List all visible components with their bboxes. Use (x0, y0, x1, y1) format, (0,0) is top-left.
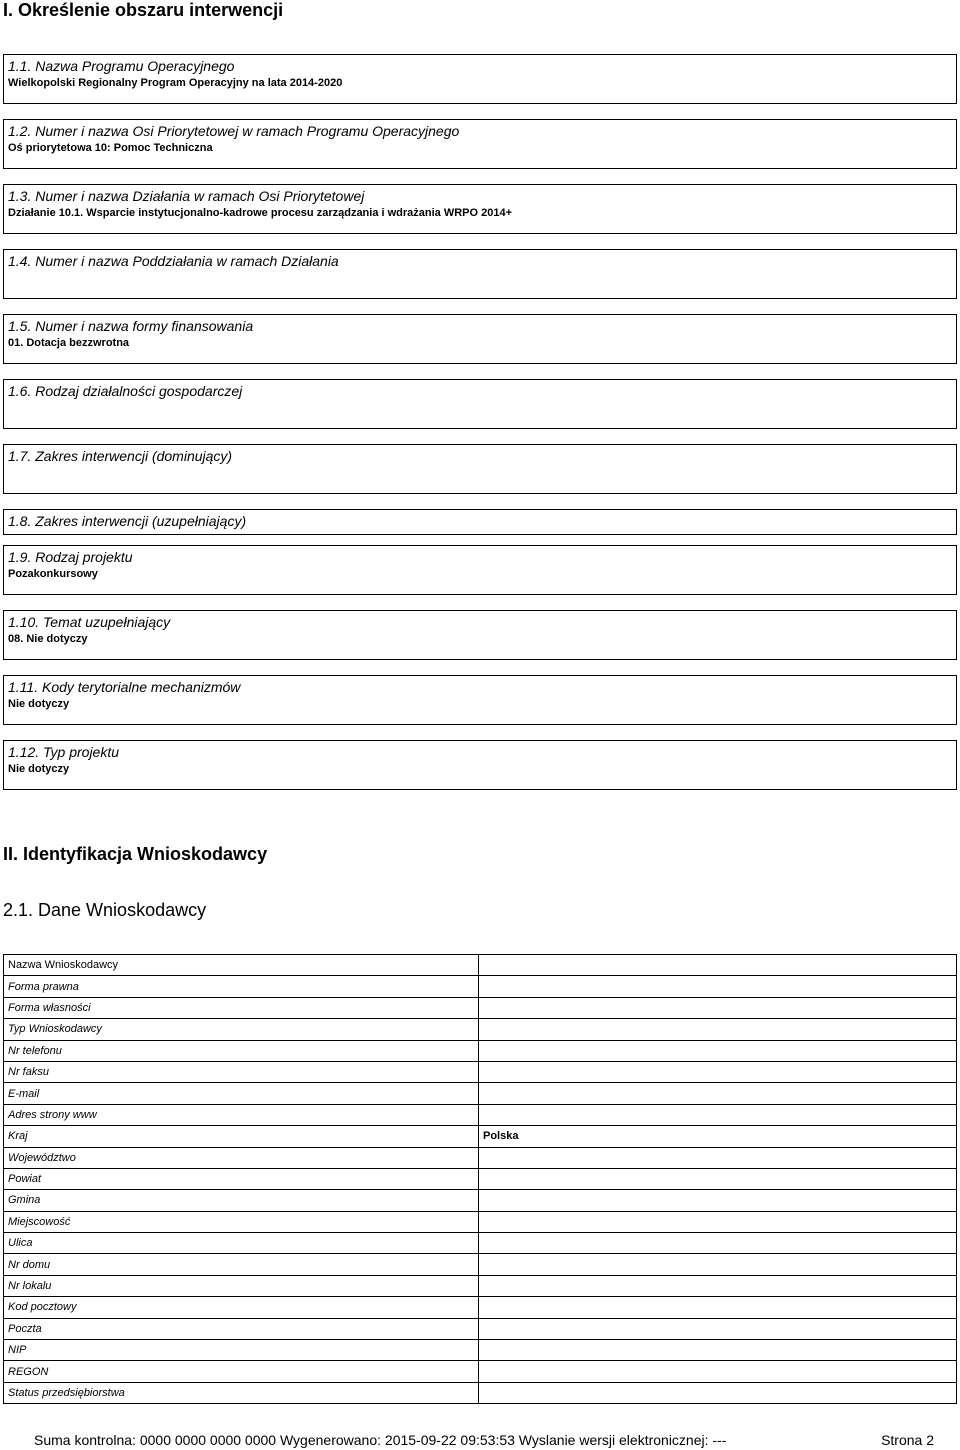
field-label: 1.6. Rodzaj działalności gospodarczej (8, 383, 243, 399)
row-label: Typ Wnioskodawcy (4, 1019, 479, 1040)
row-value (479, 1211, 957, 1232)
table-row (4, 1168, 957, 1189)
field-label: 1.5. Numer i nazwa formy finansowania (8, 318, 254, 334)
row-label: Kod pocztowy (4, 1297, 479, 1318)
row-value (479, 1083, 957, 1104)
row-value (479, 1382, 957, 1403)
table-row (4, 1104, 957, 1125)
row-label: Nr lokalu (4, 1275, 479, 1296)
table-row (4, 1340, 957, 1361)
row-label: NIP (4, 1340, 479, 1361)
row-value (479, 1104, 957, 1125)
row-value (479, 1061, 957, 1082)
field-label: 1.7. Zakres interwencji (dominujący) (8, 448, 233, 464)
field-label: 1.3. Numer i nazwa Działania w ramach Osi Priorytetowej (8, 188, 365, 204)
table-row (4, 955, 957, 976)
row-label: Forma prawna (4, 976, 479, 997)
row-label: Kraj (4, 1126, 479, 1147)
field-value: Pozakonkursowy (8, 568, 98, 580)
applicant-data-table (3, 954, 957, 1404)
field-label: 1.4. Numer i nazwa Poddziałania w ramach Działania (8, 253, 339, 269)
field-label: 1.2. Numer i nazwa Osi Priorytetowej w ramach Programu Operacyjnego (8, 123, 460, 139)
table-row (4, 1019, 957, 1040)
field-action (3, 184, 957, 234)
table-row (4, 1147, 957, 1168)
field-intervention-dominant (3, 444, 957, 494)
table-row (4, 1190, 957, 1211)
field-financing-form (3, 314, 957, 364)
table-row (4, 1361, 957, 1382)
row-value (479, 1147, 957, 1168)
row-value (479, 1233, 957, 1254)
row-value (479, 1297, 957, 1318)
table-row (4, 1211, 957, 1232)
row-label: Forma własności (4, 997, 479, 1018)
field-priority-axis (3, 119, 957, 169)
row-value (479, 1318, 957, 1339)
row-value (479, 997, 957, 1018)
row-value (479, 955, 957, 976)
table-row (4, 1382, 957, 1403)
row-value (479, 976, 957, 997)
table-row (4, 1061, 957, 1082)
row-label: Powiat (4, 1168, 479, 1189)
field-value: Działanie 10.1. Wsparcie instytucjonalno-kadrowe procesu zarządzania i wdrażania WRPO 2014+ (8, 207, 513, 219)
section-2-subtitle: 2.1. Dane Wnioskodawcy (3, 900, 207, 920)
row-label: Województwo (4, 1147, 479, 1168)
field-value: Oś priorytetowa 10: Pomoc Techniczna (8, 142, 213, 154)
field-territorial-codes (3, 675, 957, 725)
field-project-kind (3, 545, 957, 595)
field-label: 1.12. Typ projektu (8, 744, 120, 760)
row-value: Polska (479, 1126, 957, 1147)
row-label: Poczta (4, 1318, 479, 1339)
section-1-title: I. Określenie obszaru interwencji (3, 0, 284, 20)
field-value: Wielkopolski Regionalny Program Operacyjny na lata 2014-2020 (8, 77, 343, 89)
table-row (4, 1318, 957, 1339)
row-label: Gmina (4, 1190, 479, 1211)
row-label: E-mail (4, 1083, 479, 1104)
row-label: Ulica (4, 1233, 479, 1254)
row-value (479, 1340, 957, 1361)
row-value (479, 1190, 957, 1211)
row-label: Miejscowość (4, 1211, 479, 1232)
row-value (479, 1168, 957, 1189)
table-row (4, 1254, 957, 1275)
table-row (4, 1275, 957, 1296)
row-value (479, 1254, 957, 1275)
table-row (4, 997, 957, 1018)
field-project-type (3, 740, 957, 790)
table-row (4, 1297, 957, 1318)
field-intervention-supplementary (3, 509, 957, 535)
field-value: 08. Nie dotyczy (8, 633, 88, 645)
field-label: 1.9. Rodzaj projektu (8, 549, 133, 565)
row-label: Nazwa Wnioskodawcy (4, 955, 479, 976)
field-supplementary-topic (3, 610, 957, 660)
field-sub-action (3, 249, 957, 299)
row-label: Nr domu (4, 1254, 479, 1275)
row-label: Nr faksu (4, 1061, 479, 1082)
footer-info: Suma kontrolna: 0000 0000 0000 0000 Wygenerowano: 2015-09-22 09:53:53 Wyslanie wersji elektronicznej: --- (34, 1432, 727, 1448)
row-label: Adres strony www (4, 1104, 479, 1125)
section-2-title: II. Identyfikacja Wnioskodawcy (3, 844, 268, 864)
field-label: 1.11. Kody terytorialne mechanizmów (8, 679, 241, 695)
field-label: 1.8. Zakres interwencji (uzupełniający) (8, 513, 247, 529)
field-value: 01. Dotacja bezzwrotna (8, 337, 130, 349)
page-number: Strona 2 (881, 1432, 934, 1448)
field-program-name (3, 54, 957, 104)
field-value: Nie dotyczy (8, 763, 70, 775)
table-row (4, 976, 957, 997)
row-label: Status przedsiębiorstwa (4, 1382, 479, 1403)
table-row (4, 1233, 957, 1254)
row-value (479, 1040, 957, 1061)
table-row (4, 1040, 957, 1061)
table-row (4, 1126, 957, 1147)
field-business-activity (3, 379, 957, 429)
row-label: Nr telefonu (4, 1040, 479, 1061)
row-value (479, 1275, 957, 1296)
row-value (479, 1019, 957, 1040)
field-label: 1.10. Temat uzupełniający (8, 614, 171, 630)
footer (34, 1432, 934, 1448)
field-value: Nie dotyczy (8, 698, 70, 710)
table-row (4, 1083, 957, 1104)
row-label: REGON (4, 1361, 479, 1382)
row-value (479, 1361, 957, 1382)
field-label: 1.1. Nazwa Programu Operacyjnego (8, 58, 235, 74)
